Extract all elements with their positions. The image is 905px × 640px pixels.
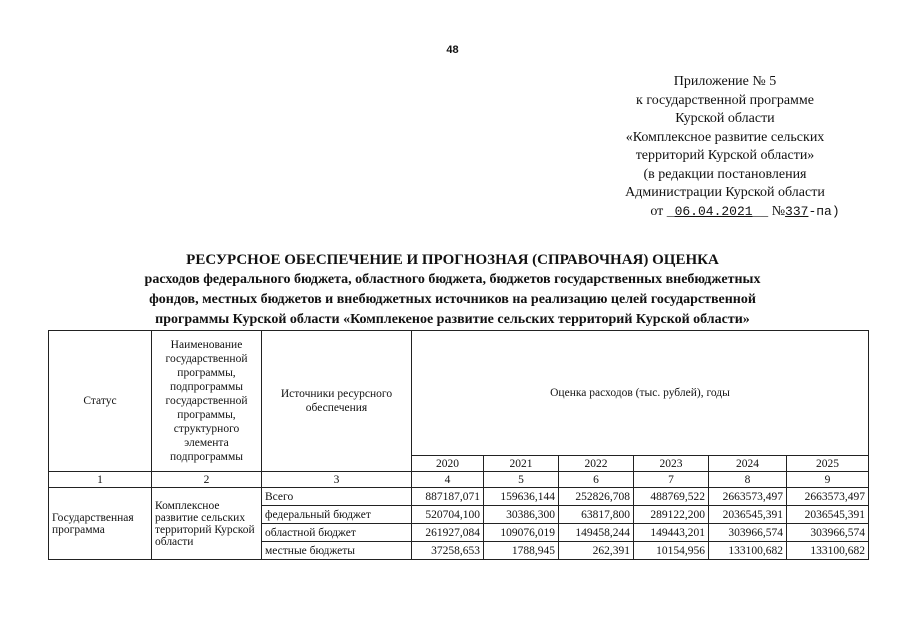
appendix-line: к государственной программе [636, 92, 814, 108]
appendix-line: Курской области [675, 111, 775, 126]
document-title [60, 250, 845, 330]
value-cell: 262,391 [559, 542, 634, 560]
value-cell: 261927,084 [412, 524, 484, 542]
source-cell: федеральный бюджет [262, 506, 412, 524]
appendix-line: Приложение № 5 [673, 74, 777, 89]
year-cell: 2024 [709, 456, 787, 472]
column-number: 1 [49, 472, 152, 488]
value-cell: 159636,144 [484, 488, 559, 506]
column-number: 4 [412, 472, 484, 488]
appendix-line: «Комплексное развитие сельских [625, 129, 825, 145]
value-cell: 2036545,391 [709, 506, 787, 524]
value-cell: 520704,100 [412, 506, 484, 524]
resource-table [48, 330, 869, 560]
date-prefix: от [650, 203, 664, 219]
appendix-block [590, 73, 860, 221]
column-number: 6 [559, 472, 634, 488]
header-name: Наименование государственной программы, подпрограммы государственной программы, структурного элемента подпрограммы [152, 331, 262, 472]
value-cell: 2663573,497 [787, 488, 869, 506]
decree-number-suffix: -па) [808, 203, 840, 219]
appendix-line: территорий Курской области» [635, 148, 815, 163]
decree-date-line [590, 203, 860, 222]
column-number: 5 [484, 472, 559, 488]
value-cell: 2663573,497 [709, 488, 787, 506]
header-estimate: Оценка расходов (тыс. рублей), годы [412, 331, 869, 456]
appendix-line: (в редакции постановления [643, 166, 807, 182]
value-cell: 887187,071 [412, 488, 484, 506]
title-line: РЕСУРСНОЕ ОБЕСПЕЧЕНИЕ И ПРОГНОЗНАЯ (СПРАВОЧНАЯ) ОЦЕНКА [186, 252, 719, 268]
value-cell: 303966,574 [709, 524, 787, 542]
column-numbers-row [49, 472, 869, 488]
column-number: 7 [634, 472, 709, 488]
value-cell: 2036545,391 [787, 506, 869, 524]
value-cell: 37258,653 [412, 542, 484, 560]
year-cell: 2021 [484, 456, 559, 472]
value-cell: 289122,200 [634, 506, 709, 524]
title-line: фондов, местных бюджетов и внебюджетных источников на реализацию целей государственной [149, 292, 756, 307]
value-cell: 303966,574 [787, 524, 869, 542]
header-sources: Источники ресурсного обеспечения [262, 331, 412, 472]
value-cell: 149458,244 [559, 524, 634, 542]
value-cell: 149443,201 [634, 524, 709, 542]
value-cell: 10154,956 [634, 542, 709, 560]
value-cell: 109076,019 [484, 524, 559, 542]
title-line: программы Курской области «Комплекеное развитие сельских территорий Курской области» [155, 312, 750, 327]
number-prefix: № [771, 203, 786, 219]
column-number: 2 [152, 472, 262, 488]
value-cell: 133100,682 [709, 542, 787, 560]
value-cell: 252826,708 [559, 488, 634, 506]
year-cell: 2022 [559, 456, 634, 472]
page-number: 48 [446, 44, 459, 56]
value-cell: 133100,682 [787, 542, 869, 560]
value-cell: 30386,300 [484, 506, 559, 524]
column-number: 8 [709, 472, 787, 488]
table-row [49, 488, 869, 506]
title-line: расходов федерального бюджета, областного бюджета, бюджетов государственных внебюджетных [144, 272, 761, 287]
status-cell: Государственная программа [49, 488, 152, 560]
program-name-cell: Комплексное развитие сельских территорий Курской области [152, 488, 262, 560]
year-cell: 2025 [787, 456, 869, 472]
header-status: Статус [49, 331, 152, 472]
year-cell: 2020 [412, 456, 484, 472]
year-cell: 2023 [634, 456, 709, 472]
source-cell: Всего [262, 488, 412, 506]
source-cell: местные бюджеты [262, 542, 412, 560]
appendix-line: Администрации Курской области [625, 185, 825, 200]
value-cell: 488769,522 [634, 488, 709, 506]
column-number: 3 [262, 472, 412, 488]
value-cell: 63817,800 [559, 506, 634, 524]
value-cell: 1788,945 [484, 542, 559, 560]
decree-date: _06.04.2021__ [666, 203, 769, 219]
decree-number: 337 [785, 203, 809, 219]
column-number: 9 [787, 472, 869, 488]
source-cell: областной бюджет [262, 524, 412, 542]
header-row [49, 331, 869, 456]
